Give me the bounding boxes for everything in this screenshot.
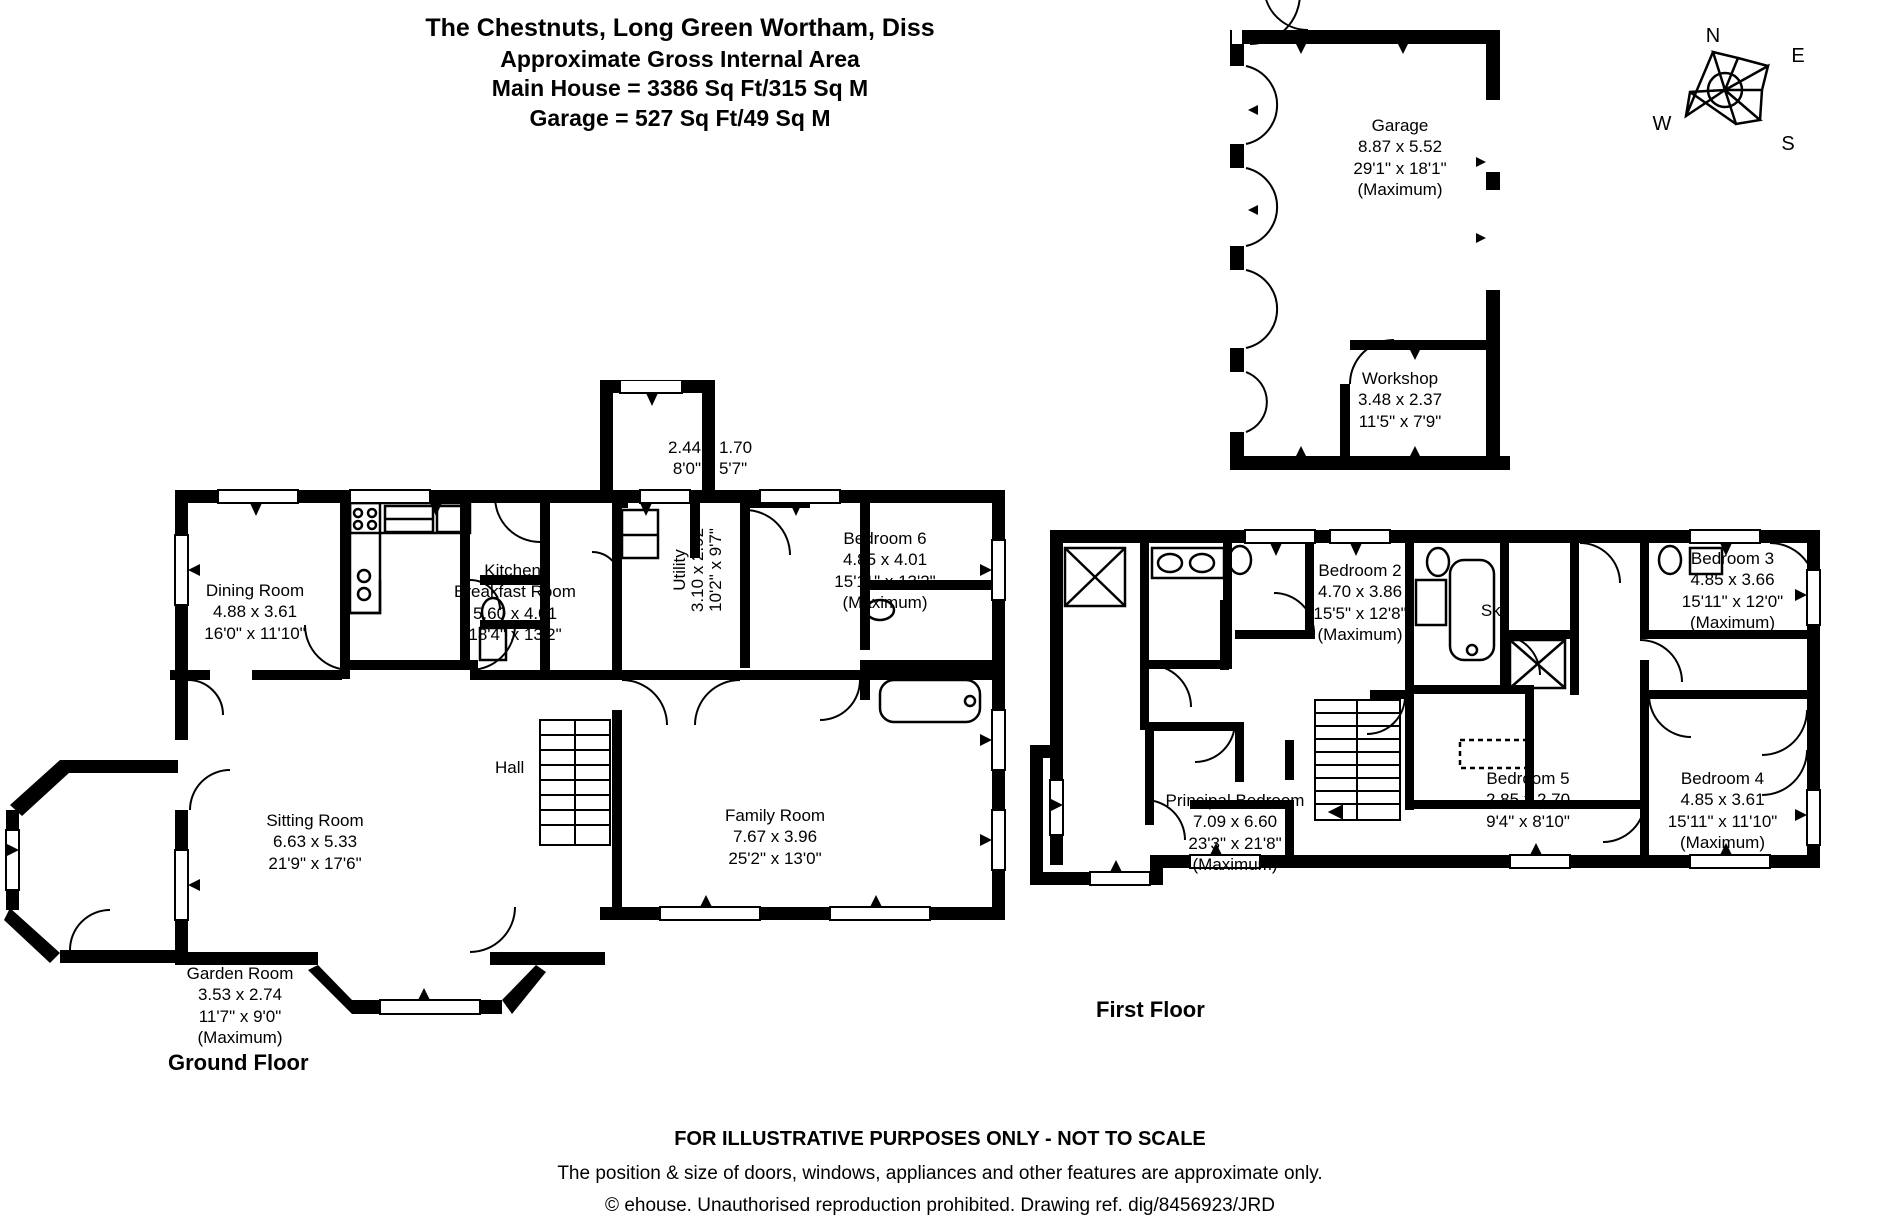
footer-disclaimer: FOR ILLUSTRATIVE PURPOSES ONLY - NOT TO SCALE [674,1128,1206,1150]
principal-bedroom-name: Principal Bedroom [1165,791,1305,810]
dining-room-name: Dining Room [205,581,305,600]
utility-name: Utility [670,549,689,591]
room-label-garden-room [130,963,350,1048]
room-label-family-room [660,805,890,869]
compass-rose [1650,20,1810,160]
room-label-porch [620,437,800,480]
compass-s-label: S [1781,133,1795,155]
sitting-room-imperial: 21'9" x 17'6" [268,853,362,873]
bedroom4-metric: 4.85 x 3.61 [1680,790,1765,810]
bedroom4-note: (Maximum) [1680,832,1765,852]
garage-name: Garage [1371,116,1429,135]
room-label-bedroom-2 [1255,560,1465,645]
bedroom2-note: (Maximum) [1317,624,1403,644]
family-room-imperial: 25'2" x 13'0" [728,848,822,868]
hall-name: Hall [495,758,525,777]
room-label-bedroom-5 [1448,768,1608,832]
room-label-utility [640,520,760,650]
bedroom6-note: (Maximum) [842,592,928,612]
plan-title [330,12,1030,134]
bedroom2-metric: 4.70 x 3.86 [1317,582,1403,602]
porch-imperial: 8'0" x 5'7" [672,459,748,479]
bedroom6-name: Bedroom 6 [843,529,927,548]
porch-metric: 2.44 x 1.70 [667,438,753,457]
ground-floor-label: Ground Floor [168,1050,309,1075]
room-label-dining-room [145,580,365,644]
bedroom2-name: Bedroom 2 [1318,561,1402,580]
title-line-3: Main House = 3386 Sq Ft/315 Sq M [491,75,869,102]
room-label-bedroom-4 [1615,768,1830,853]
bedroom3-name: Bedroom 3 [1690,549,1775,568]
garage-metric: 8.87 x 5.52 [1357,137,1443,157]
title-line-4: Garage = 527 Sq Ft/49 Sq M [529,105,831,132]
ground-floor-plan [0,380,1040,1040]
dining-room-imperial: 16'0" x 11'10" [204,623,306,643]
room-label-sky [1465,600,1525,621]
compass-e-label: E [1791,45,1805,67]
compass-w-label: W [1652,113,1672,135]
workshop-imperial: 11'5" x 7'9" [1358,411,1442,431]
garden-room-metric: 3.53 x 2.74 [197,985,283,1005]
garage-imperial: 29'1" x 18'1" [1353,158,1447,178]
room-label-principal-bedroom [1110,790,1360,875]
footer-note: The position & size of doors, windows, appliances and other features are approximate only. [557,1163,1323,1184]
sitting-room-metric: 6.63 x 5.33 [272,832,358,852]
garage-note: (Maximum) [1357,179,1443,199]
first-floor-label: First Floor [1096,997,1205,1022]
garden-room-note: (Maximum) [197,1027,283,1047]
title-line-1: The Chestnuts, Long Green Wortham, Diss [425,14,935,42]
room-label-garage [1300,115,1500,200]
principal-bedroom-imperial: 23'3" x 21'8" [1188,833,1282,853]
principal-bedroom-note: (Maximum) [1192,854,1278,874]
sitting-room-name: Sitting Room [266,811,364,830]
workshop-name: Workshop [1361,369,1439,388]
room-label-bedroom-3 [1625,548,1840,633]
footer-copyright: © ehouse. Unauthorised reproduction prohibited. Drawing ref. dig/8456923/JRD [605,1195,1275,1216]
garden-room-imperial: 11'7" x 9'0" [198,1006,282,1026]
workshop-metric: 3.48 x 2.37 [1357,390,1443,410]
bedroom3-metric: 4.85 x 3.66 [1690,570,1775,590]
kitchen-imperial: 18'4" x 13'2" [468,624,562,644]
kitchen-name-2: Breakfast Room [454,582,576,602]
garden-room-name: Garden Room [186,964,294,983]
family-room-name: Family Room [724,806,826,825]
utility-imperial: 10'2" x 9'7" [706,528,725,612]
room-label-sitting-room [195,810,435,874]
compass-n-label: N [1705,25,1721,47]
principal-bedroom-metric: 7.09 x 6.60 [1192,812,1278,832]
sky-name: Sky [1480,601,1510,620]
dining-room-metric: 4.88 x 3.61 [212,602,298,622]
bedroom5-name: Bedroom 5 [1486,769,1570,788]
kitchen-name: Kitchen/ [484,561,546,580]
utility-metric: 3.10 x 2.92 [688,527,707,613]
bedroom5-imperial: 9'4" x 8'10" [1486,811,1570,831]
family-room-metric: 7.67 x 3.96 [732,827,818,847]
bedroom6-metric: 4.85 x 4.01 [842,550,928,570]
bedroom5-metric: 2.85 x 2.70 [1485,790,1571,810]
kitchen-metric: 5.60 x 4.01 [472,603,558,623]
bedroom3-note: (Maximum) [1690,612,1775,632]
bedroom6-imperial: 15'11" x 13'2" [834,571,936,591]
bedroom2-imperial: 15'5" x 12'8" [1313,603,1407,623]
bedroom4-name: Bedroom 4 [1680,769,1765,788]
bedroom3-imperial: 15'11" x 12'0" [1681,591,1784,611]
title-line-2: Approximate Gross Internal Area [500,45,860,72]
room-label-hall [495,757,585,778]
room-label-kitchen [400,560,630,645]
bedroom4-imperial: 15'11" x 11'10" [1667,811,1778,831]
room-label-workshop [1300,368,1500,432]
room-label-bedroom-6 [780,528,990,613]
